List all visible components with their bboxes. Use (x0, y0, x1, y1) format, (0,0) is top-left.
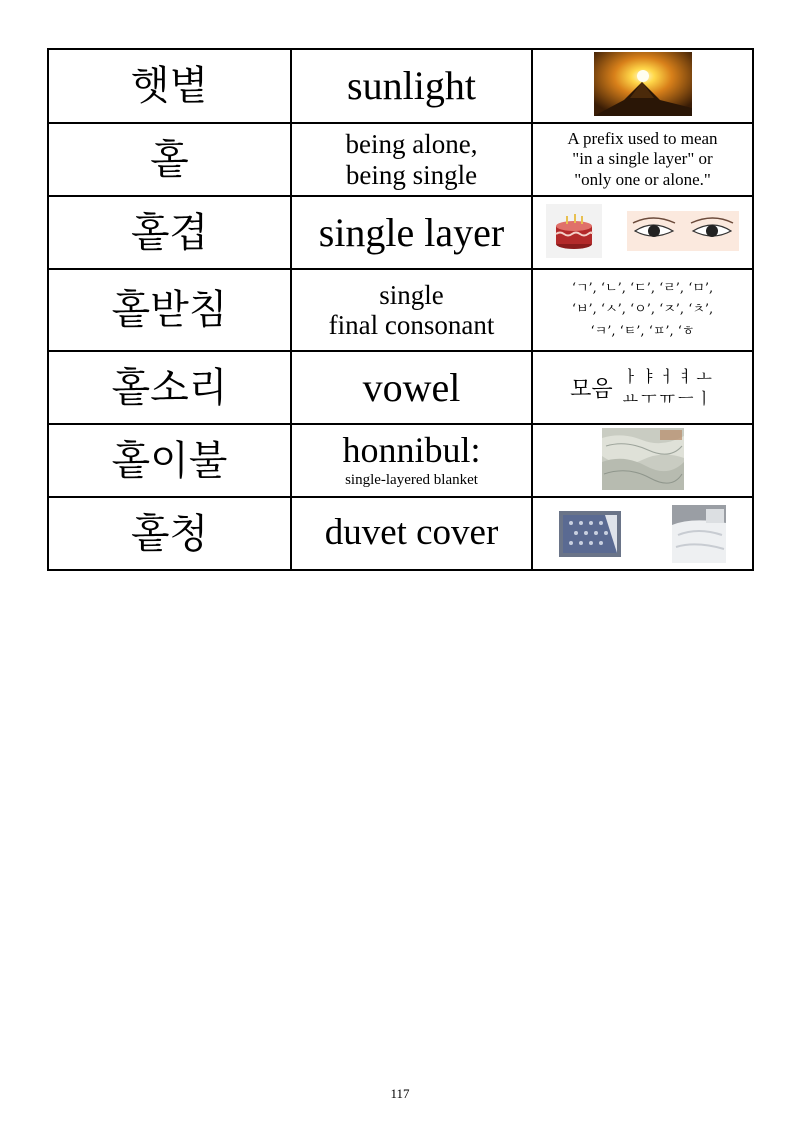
korean-word: 홑청 (130, 510, 209, 557)
korean-cell (48, 351, 291, 424)
note-line: "only one or alone." (574, 169, 711, 189)
illustration-cell (532, 196, 753, 269)
page-number: 117 (390, 1086, 410, 1101)
english-word (292, 280, 531, 340)
english-word: honnibul: (342, 430, 481, 471)
english-word: sunlight (347, 63, 476, 108)
jamo-line: ‘ㄱ’, ‘ㄴ’, ‘ㄷ’, ‘ㄹ’, ‘ㅁ’, (571, 280, 714, 296)
prefix-note (533, 129, 752, 190)
korean-cell (48, 49, 291, 123)
table-row (48, 196, 753, 269)
illustration-cell (532, 49, 753, 123)
illustration-cell (532, 424, 753, 497)
note-line: "in a single layer" or (572, 149, 713, 169)
table-row (48, 351, 753, 424)
blanket-photo (602, 428, 684, 490)
sunlight-photo (594, 52, 692, 116)
korean-cell (48, 497, 291, 570)
jamo-cell (532, 269, 753, 351)
english-subtitle: single-layered blanket (345, 471, 478, 488)
jamo-line: ‘ㅂ’, ‘ㅅ’, ‘ㅇ’, ‘ㅈ’, ‘ㅊ’, (571, 302, 714, 318)
english-line: single (379, 279, 444, 310)
vowel-list (533, 366, 752, 409)
table-row (48, 497, 753, 570)
white-duvet-photo (672, 505, 726, 563)
english-cell (291, 351, 532, 424)
korean-word: 홑소리 (111, 364, 228, 411)
table-row (48, 424, 753, 497)
table-row (48, 269, 753, 351)
english-line: being alone, (345, 129, 478, 160)
vowel-label: 모음 (570, 377, 613, 402)
english-cell (291, 49, 532, 123)
korean-cell (48, 123, 291, 196)
vocabulary-table (47, 48, 754, 571)
english-cell (291, 497, 532, 570)
english-word: vowel (362, 364, 461, 410)
english-cell (291, 196, 532, 269)
jamo-line: ‘ㅋ’, ‘ㅌ’, ‘ㅍ’, ‘ㅎ (590, 323, 695, 339)
table-row (48, 123, 753, 196)
consonant-list (533, 278, 752, 342)
vowel-cell (532, 351, 753, 424)
korean-word: 햇볕 (130, 63, 209, 109)
duvet-cover-photo (559, 511, 621, 557)
english-word (292, 129, 531, 189)
english-word: single layer (318, 209, 505, 255)
english-cell (291, 269, 532, 351)
illustration-cell (532, 497, 753, 570)
english-cell (291, 123, 532, 196)
table-row (48, 49, 753, 123)
korean-word: 홑받침 (111, 287, 228, 333)
english-cell (291, 424, 532, 497)
korean-word: 홑겹 (130, 209, 209, 256)
korean-cell (48, 269, 291, 351)
note-cell (532, 123, 753, 196)
korean-word: 홑이불 (111, 437, 228, 484)
korean-cell (48, 424, 291, 497)
english-line: being single (345, 159, 478, 190)
vowel-line: ㅏㅑㅓㅕㅗ (622, 366, 715, 386)
korean-word: 홑 (150, 136, 189, 183)
note-line: A prefix used to mean (567, 128, 718, 148)
english-line: final consonant (328, 310, 495, 340)
cake-icon (546, 204, 602, 258)
vowel-line: ㅛㅜㅠㅡㅣ (622, 388, 715, 408)
korean-cell (48, 196, 291, 269)
english-word: duvet cover (324, 512, 499, 554)
single-eyelid-eyes-icon (627, 211, 739, 251)
